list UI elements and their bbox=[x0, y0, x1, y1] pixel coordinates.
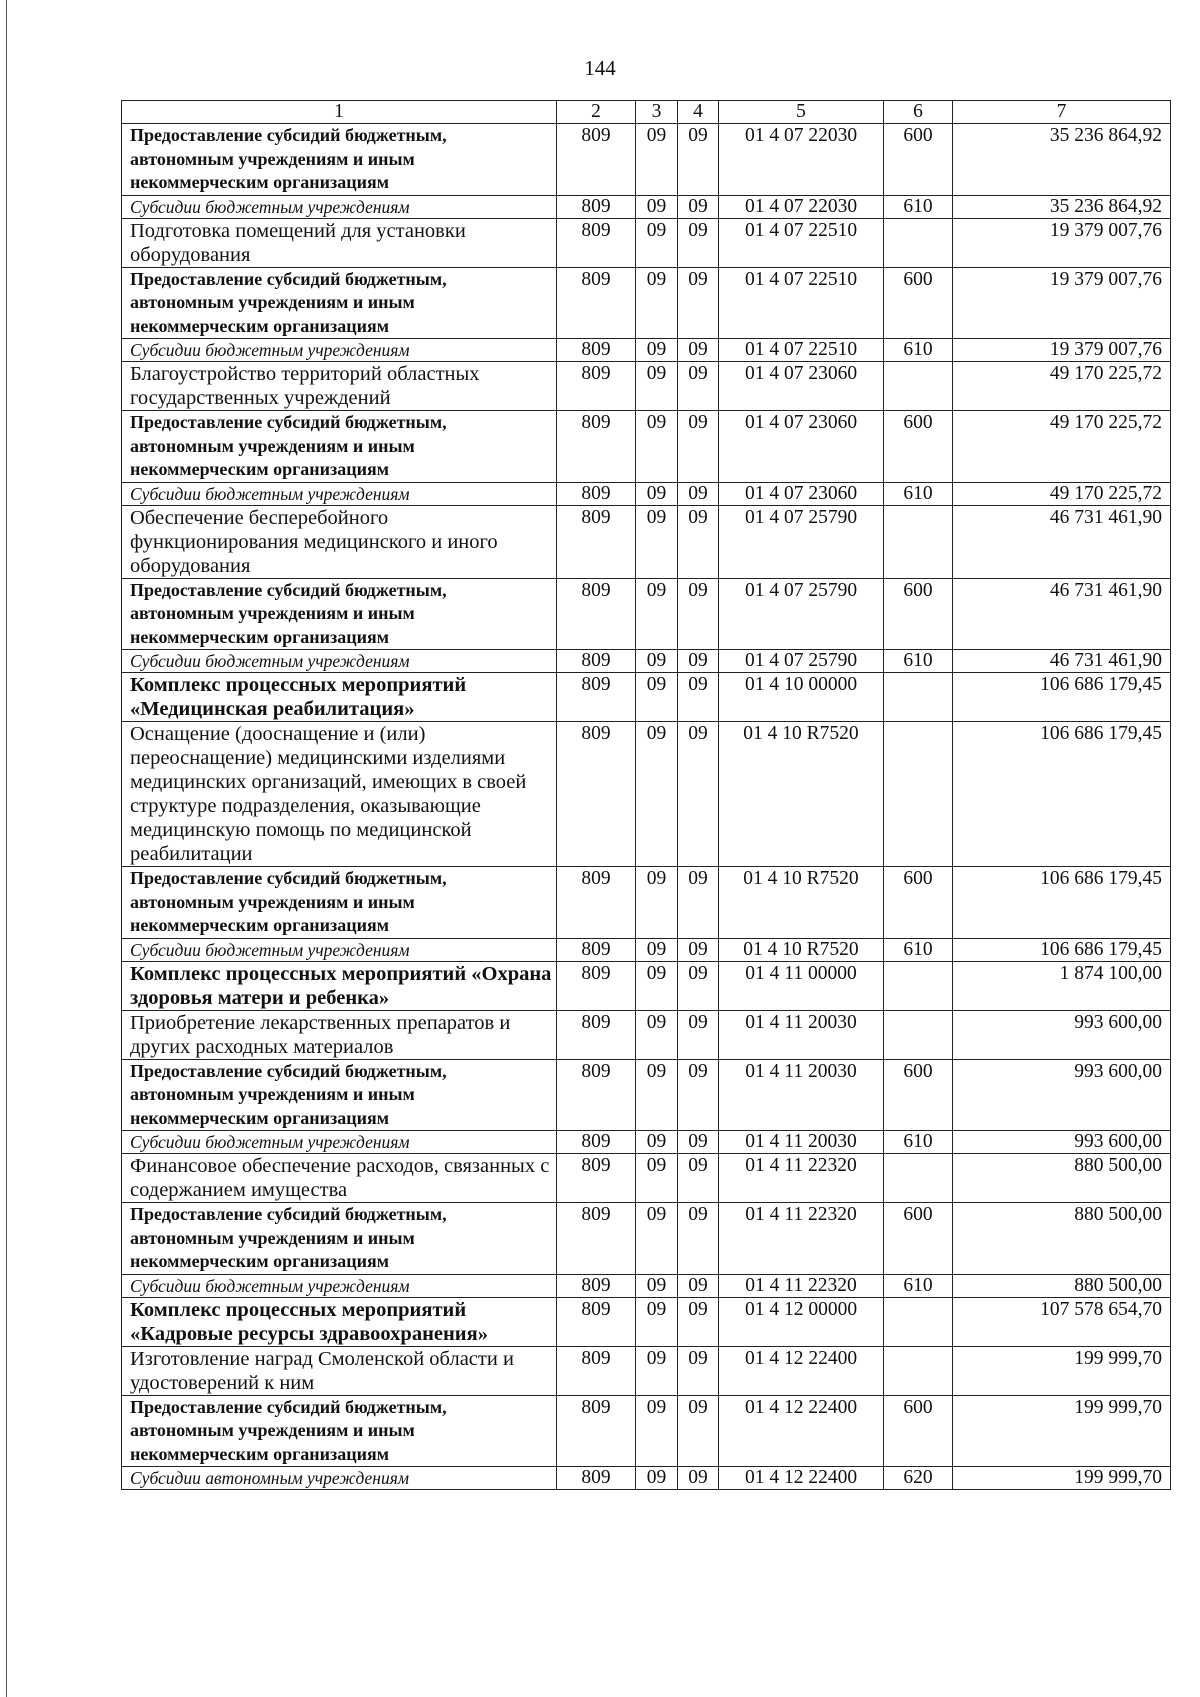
row-name-cell: Субсидии бюджетным учреждениям bbox=[122, 482, 557, 505]
column-number: 7 bbox=[953, 101, 1171, 124]
section-code-cell: 09 bbox=[636, 1346, 678, 1395]
column-number-row bbox=[122, 101, 1171, 124]
row-name-cell: Комплекс процессных мероприятий «Медицинская реабилитация» bbox=[122, 673, 557, 722]
amount-cell: 49 170 225,72 bbox=[953, 482, 1171, 505]
table-row bbox=[122, 124, 1171, 196]
target-article-cell: 01 4 12 22400 bbox=[719, 1467, 884, 1490]
expense-type-cell bbox=[884, 1010, 953, 1059]
target-article-cell: 01 4 11 20030 bbox=[719, 1010, 884, 1059]
table-row bbox=[122, 578, 1171, 650]
amount-cell: 46 731 461,90 bbox=[953, 505, 1171, 578]
amount-cell: 106 686 179,45 bbox=[953, 722, 1171, 867]
section-code-cell: 09 bbox=[636, 1395, 678, 1467]
amount-cell: 880 500,00 bbox=[953, 1274, 1171, 1297]
amount-cell: 19 379 007,76 bbox=[953, 339, 1171, 362]
admin-code-cell: 809 bbox=[557, 1395, 636, 1467]
section-code-cell: 09 bbox=[636, 1274, 678, 1297]
expense-type-cell bbox=[884, 218, 953, 267]
admin-code-cell: 809 bbox=[557, 505, 636, 578]
table-row bbox=[122, 650, 1171, 673]
table-row bbox=[122, 961, 1171, 1010]
target-article-cell: 01 4 10 R7520 bbox=[719, 867, 884, 939]
target-article-cell: 01 4 07 23060 bbox=[719, 411, 884, 483]
target-article-cell: 01 4 07 23060 bbox=[719, 482, 884, 505]
amount-cell: 993 600,00 bbox=[953, 1010, 1171, 1059]
admin-code-cell: 809 bbox=[557, 1154, 636, 1203]
amount-cell: 107 578 654,70 bbox=[953, 1297, 1171, 1346]
target-article-cell: 01 4 11 22320 bbox=[719, 1154, 884, 1203]
expense-type-cell bbox=[884, 1154, 953, 1203]
admin-code-cell: 809 bbox=[557, 124, 636, 196]
admin-code-cell: 809 bbox=[557, 1467, 636, 1490]
amount-cell: 19 379 007,76 bbox=[953, 267, 1171, 339]
expense-type-cell: 610 bbox=[884, 339, 953, 362]
section-code-cell: 09 bbox=[636, 218, 678, 267]
amount-cell: 49 170 225,72 bbox=[953, 362, 1171, 411]
subsection-code-cell: 09 bbox=[678, 362, 719, 411]
row-name-cell: Субсидии бюджетным учреждениям bbox=[122, 339, 557, 362]
target-article-cell: 01 4 11 22320 bbox=[719, 1203, 884, 1275]
amount-cell: 106 686 179,45 bbox=[953, 938, 1171, 961]
row-name-cell: Субсидии автономным учреждениям bbox=[122, 1467, 557, 1490]
admin-code-cell: 809 bbox=[557, 195, 636, 218]
column-number: 2 bbox=[557, 101, 636, 124]
table-row bbox=[122, 482, 1171, 505]
amount-cell: 35 236 864,92 bbox=[953, 124, 1171, 196]
table-row bbox=[122, 195, 1171, 218]
section-code-cell: 09 bbox=[636, 938, 678, 961]
row-name-cell: Предоставление субсидий бюджетным, автономным учреждениям и иным некоммерческим организациям bbox=[122, 867, 557, 939]
table-row bbox=[122, 938, 1171, 961]
row-name-cell: Предоставление субсидий бюджетным, автономным учреждениям и иным некоммерческим организациям bbox=[122, 124, 557, 196]
row-name-cell: Предоставление субсидий бюджетным, автономным учреждениям и иным некоммерческим организациям bbox=[122, 1395, 557, 1467]
row-name-cell: Предоставление субсидий бюджетным, автономным учреждениям и иным некоммерческим организациям bbox=[122, 578, 557, 650]
subsection-code-cell: 09 bbox=[678, 1297, 719, 1346]
amount-cell: 880 500,00 bbox=[953, 1154, 1171, 1203]
expense-type-cell: 600 bbox=[884, 1059, 953, 1131]
expense-type-cell: 600 bbox=[884, 267, 953, 339]
target-article-cell: 01 4 07 22510 bbox=[719, 339, 884, 362]
subsection-code-cell: 09 bbox=[678, 1467, 719, 1490]
expense-type-cell bbox=[884, 505, 953, 578]
section-code-cell: 09 bbox=[636, 1203, 678, 1275]
row-name-cell: Приобретение лекарственных препаратов и других расходных материалов bbox=[122, 1010, 557, 1059]
table-row bbox=[122, 1131, 1171, 1154]
admin-code-cell: 809 bbox=[557, 362, 636, 411]
target-article-cell: 01 4 07 25790 bbox=[719, 578, 884, 650]
section-code-cell: 09 bbox=[636, 1131, 678, 1154]
expense-type-cell: 620 bbox=[884, 1467, 953, 1490]
section-code-cell: 09 bbox=[636, 722, 678, 867]
section-code-cell: 09 bbox=[636, 411, 678, 483]
table-row bbox=[122, 362, 1171, 411]
amount-cell: 46 731 461,90 bbox=[953, 578, 1171, 650]
row-name-cell: Предоставление субсидий бюджетным, автономным учреждениям и иным некоммерческим организациям bbox=[122, 1059, 557, 1131]
subsection-code-cell: 09 bbox=[678, 867, 719, 939]
amount-cell: 19 379 007,76 bbox=[953, 218, 1171, 267]
admin-code-cell: 809 bbox=[557, 578, 636, 650]
table-row bbox=[122, 505, 1171, 578]
table-row bbox=[122, 267, 1171, 339]
subsection-code-cell: 09 bbox=[678, 1346, 719, 1395]
expense-type-cell: 600 bbox=[884, 578, 953, 650]
admin-code-cell: 809 bbox=[557, 1010, 636, 1059]
expense-type-cell bbox=[884, 961, 953, 1010]
expense-type-cell: 600 bbox=[884, 1203, 953, 1275]
subsection-code-cell: 09 bbox=[678, 267, 719, 339]
target-article-cell: 01 4 07 22030 bbox=[719, 124, 884, 196]
page-number: 144 bbox=[584, 56, 616, 80]
amount-cell: 106 686 179,45 bbox=[953, 867, 1171, 939]
expense-type-cell: 600 bbox=[884, 124, 953, 196]
section-code-cell: 09 bbox=[636, 339, 678, 362]
row-name-cell: Предоставление субсидий бюджетным, автономным учреждениям и иным некоммерческим организациям bbox=[122, 267, 557, 339]
admin-code-cell: 809 bbox=[557, 722, 636, 867]
column-number: 3 bbox=[636, 101, 678, 124]
row-name-cell: Комплекс процессных мероприятий «Охрана здоровья матери и ребенка» bbox=[122, 961, 557, 1010]
admin-code-cell: 809 bbox=[557, 1274, 636, 1297]
section-code-cell: 09 bbox=[636, 505, 678, 578]
expense-type-cell: 610 bbox=[884, 1274, 953, 1297]
section-code-cell: 09 bbox=[636, 1059, 678, 1131]
section-code-cell: 09 bbox=[636, 1154, 678, 1203]
column-number: 5 bbox=[719, 101, 884, 124]
target-article-cell: 01 4 11 00000 bbox=[719, 961, 884, 1010]
subsection-code-cell: 09 bbox=[678, 673, 719, 722]
admin-code-cell: 809 bbox=[557, 1131, 636, 1154]
expense-type-cell: 610 bbox=[884, 482, 953, 505]
expense-type-cell: 600 bbox=[884, 1395, 953, 1467]
section-code-cell: 09 bbox=[636, 124, 678, 196]
section-code-cell: 09 bbox=[636, 1010, 678, 1059]
expense-type-cell: 610 bbox=[884, 650, 953, 673]
expense-type-cell: 610 bbox=[884, 195, 953, 218]
budget-table bbox=[121, 100, 1171, 1490]
row-name-cell: Комплекс процессных мероприятий «Кадровые ресурсы здравоохранения» bbox=[122, 1297, 557, 1346]
subsection-code-cell: 09 bbox=[678, 722, 719, 867]
subsection-code-cell: 09 bbox=[678, 339, 719, 362]
section-code-cell: 09 bbox=[636, 578, 678, 650]
row-name-cell: Субсидии бюджетным учреждениям bbox=[122, 1131, 557, 1154]
row-name-cell: Оснащение (дооснащение и (или) переоснащение) медицинскими изделиями медицинских организаций, имеющих в своей структуре подразделения, оказывающие медицинскую помощь по медицинской реабилитации bbox=[122, 722, 557, 867]
subsection-code-cell: 09 bbox=[678, 938, 719, 961]
admin-code-cell: 809 bbox=[557, 1297, 636, 1346]
subsection-code-cell: 09 bbox=[678, 1059, 719, 1131]
table-body bbox=[122, 101, 1171, 1490]
expense-type-cell bbox=[884, 673, 953, 722]
table-row bbox=[122, 1154, 1171, 1203]
target-article-cell: 01 4 12 00000 bbox=[719, 1297, 884, 1346]
section-code-cell: 09 bbox=[636, 650, 678, 673]
admin-code-cell: 809 bbox=[557, 867, 636, 939]
table-row bbox=[122, 1203, 1171, 1275]
row-name-cell: Субсидии бюджетным учреждениям bbox=[122, 195, 557, 218]
admin-code-cell: 809 bbox=[557, 673, 636, 722]
page-edge-line bbox=[6, 0, 7, 1697]
amount-cell: 35 236 864,92 bbox=[953, 195, 1171, 218]
table-row bbox=[122, 1297, 1171, 1346]
row-name-cell: Изготовление наград Смоленской области и удостоверений к ним bbox=[122, 1346, 557, 1395]
expense-type-cell: 600 bbox=[884, 867, 953, 939]
table-row bbox=[122, 1346, 1171, 1395]
subsection-code-cell: 09 bbox=[678, 1131, 719, 1154]
subsection-code-cell: 09 bbox=[678, 482, 719, 505]
table-row bbox=[122, 411, 1171, 483]
subsection-code-cell: 09 bbox=[678, 650, 719, 673]
expense-type-cell bbox=[884, 1297, 953, 1346]
table-row bbox=[122, 722, 1171, 867]
target-article-cell: 01 4 07 25790 bbox=[719, 505, 884, 578]
admin-code-cell: 809 bbox=[557, 218, 636, 267]
admin-code-cell: 809 bbox=[557, 1346, 636, 1395]
expense-type-cell bbox=[884, 722, 953, 867]
row-name-cell: Благоустройство территорий областных государственных учреждений bbox=[122, 362, 557, 411]
subsection-code-cell: 09 bbox=[678, 1154, 719, 1203]
row-name-cell: Предоставление субсидий бюджетным, автономным учреждениям и иным некоммерческим организациям bbox=[122, 1203, 557, 1275]
admin-code-cell: 809 bbox=[557, 482, 636, 505]
target-article-cell: 01 4 11 20030 bbox=[719, 1131, 884, 1154]
admin-code-cell: 809 bbox=[557, 267, 636, 339]
target-article-cell: 01 4 11 20030 bbox=[719, 1059, 884, 1131]
admin-code-cell: 809 bbox=[557, 1059, 636, 1131]
column-number: 1 bbox=[122, 101, 557, 124]
subsection-code-cell: 09 bbox=[678, 411, 719, 483]
section-code-cell: 09 bbox=[636, 267, 678, 339]
target-article-cell: 01 4 07 22030 bbox=[719, 195, 884, 218]
amount-cell: 199 999,70 bbox=[953, 1395, 1171, 1467]
subsection-code-cell: 09 bbox=[678, 1203, 719, 1275]
expense-type-cell: 610 bbox=[884, 938, 953, 961]
target-article-cell: 01 4 07 22510 bbox=[719, 267, 884, 339]
section-code-cell: 09 bbox=[636, 961, 678, 1010]
target-article-cell: 01 4 10 R7520 bbox=[719, 938, 884, 961]
expense-type-cell: 610 bbox=[884, 1131, 953, 1154]
subsection-code-cell: 09 bbox=[678, 961, 719, 1010]
row-name-cell: Финансовое обеспечение расходов, связанных с содержанием имущества bbox=[122, 1154, 557, 1203]
subsection-code-cell: 09 bbox=[678, 218, 719, 267]
amount-cell: 49 170 225,72 bbox=[953, 411, 1171, 483]
admin-code-cell: 809 bbox=[557, 650, 636, 673]
table-row bbox=[122, 1059, 1171, 1131]
expense-type-cell bbox=[884, 1346, 953, 1395]
admin-code-cell: 809 bbox=[557, 961, 636, 1010]
column-number: 4 bbox=[678, 101, 719, 124]
subsection-code-cell: 09 bbox=[678, 1274, 719, 1297]
target-article-cell: 01 4 11 22320 bbox=[719, 1274, 884, 1297]
table-row bbox=[122, 1395, 1171, 1467]
row-name-cell: Субсидии бюджетным учреждениям bbox=[122, 1274, 557, 1297]
admin-code-cell: 809 bbox=[557, 339, 636, 362]
row-name-cell: Обеспечение бесперебойного функционирования медицинского и иного оборудования bbox=[122, 505, 557, 578]
subsection-code-cell: 09 bbox=[678, 124, 719, 196]
section-code-cell: 09 bbox=[636, 362, 678, 411]
subsection-code-cell: 09 bbox=[678, 578, 719, 650]
section-code-cell: 09 bbox=[636, 1467, 678, 1490]
expense-type-cell bbox=[884, 362, 953, 411]
section-code-cell: 09 bbox=[636, 1297, 678, 1346]
amount-cell: 106 686 179,45 bbox=[953, 673, 1171, 722]
target-article-cell: 01 4 12 22400 bbox=[719, 1346, 884, 1395]
section-code-cell: 09 bbox=[636, 482, 678, 505]
admin-code-cell: 809 bbox=[557, 411, 636, 483]
target-article-cell: 01 4 07 25790 bbox=[719, 650, 884, 673]
subsection-code-cell: 09 bbox=[678, 195, 719, 218]
admin-code-cell: 809 bbox=[557, 1203, 636, 1275]
table-row bbox=[122, 1010, 1171, 1059]
amount-cell: 199 999,70 bbox=[953, 1467, 1171, 1490]
amount-cell: 199 999,70 bbox=[953, 1346, 1171, 1395]
row-name-cell: Субсидии бюджетным учреждениям bbox=[122, 650, 557, 673]
subsection-code-cell: 09 bbox=[678, 1395, 719, 1467]
table-row bbox=[122, 1467, 1171, 1490]
amount-cell: 1 874 100,00 bbox=[953, 961, 1171, 1010]
target-article-cell: 01 4 07 23060 bbox=[719, 362, 884, 411]
target-article-cell: 01 4 12 22400 bbox=[719, 1395, 884, 1467]
expense-type-cell: 600 bbox=[884, 411, 953, 483]
subsection-code-cell: 09 bbox=[678, 505, 719, 578]
table-row bbox=[122, 867, 1171, 939]
table-row bbox=[122, 673, 1171, 722]
amount-cell: 46 731 461,90 bbox=[953, 650, 1171, 673]
table-row bbox=[122, 218, 1171, 267]
amount-cell: 993 600,00 bbox=[953, 1059, 1171, 1131]
column-number: 6 bbox=[884, 101, 953, 124]
admin-code-cell: 809 bbox=[557, 938, 636, 961]
row-name-cell: Подготовка помещений для установки оборудования bbox=[122, 218, 557, 267]
target-article-cell: 01 4 07 22510 bbox=[719, 218, 884, 267]
row-name-cell: Предоставление субсидий бюджетным, автономным учреждениям и иным некоммерческим организациям bbox=[122, 411, 557, 483]
target-article-cell: 01 4 10 00000 bbox=[719, 673, 884, 722]
table-row bbox=[122, 339, 1171, 362]
table-row bbox=[122, 1274, 1171, 1297]
row-name-cell: Субсидии бюджетным учреждениям bbox=[122, 938, 557, 961]
section-code-cell: 09 bbox=[636, 867, 678, 939]
target-article-cell: 01 4 10 R7520 bbox=[719, 722, 884, 867]
amount-cell: 880 500,00 bbox=[953, 1203, 1171, 1275]
section-code-cell: 09 bbox=[636, 673, 678, 722]
amount-cell: 993 600,00 bbox=[953, 1131, 1171, 1154]
section-code-cell: 09 bbox=[636, 195, 678, 218]
subsection-code-cell: 09 bbox=[678, 1010, 719, 1059]
